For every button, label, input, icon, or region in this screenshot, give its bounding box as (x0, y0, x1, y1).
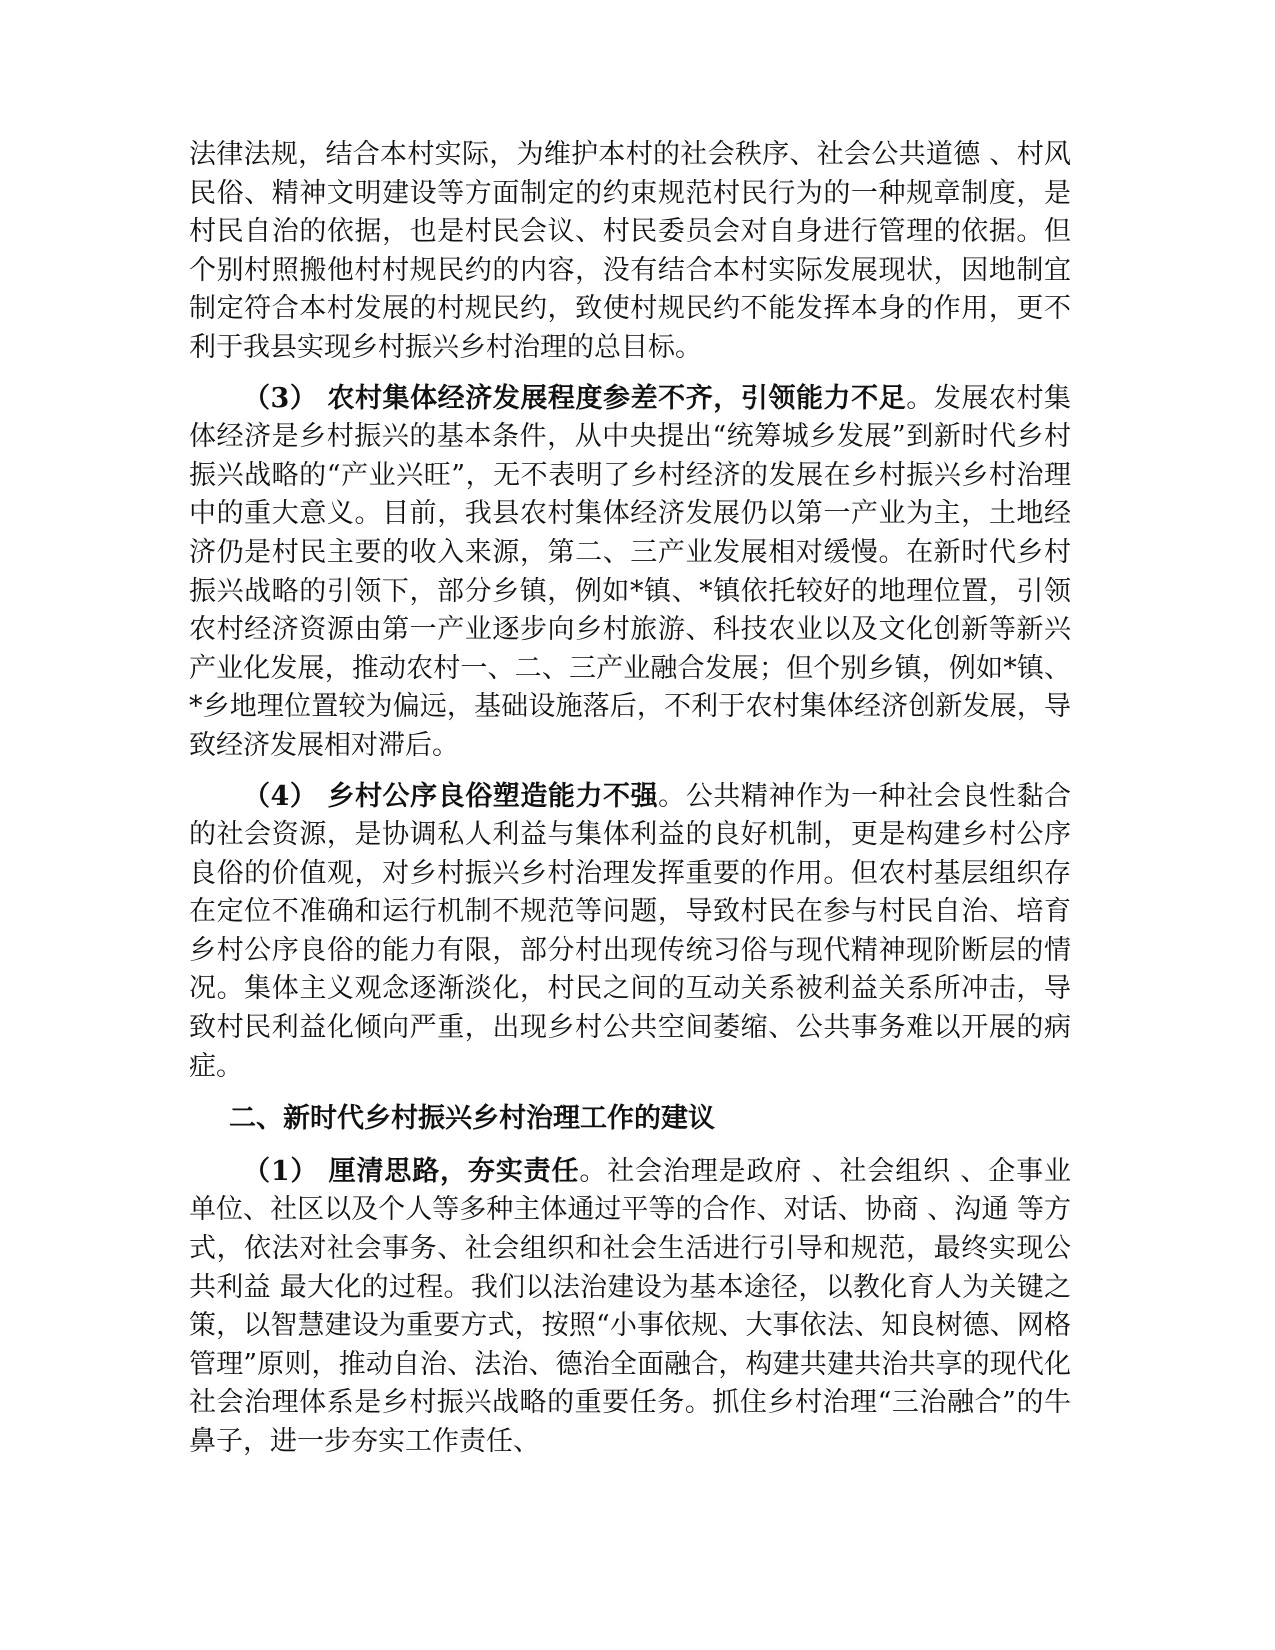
paragraph-collective-economy (189, 380, 1071, 766)
paragraph-body-3: 。发展农村集体经济是乡村振兴的基本条件，从中央提出“统筹城乡发展”到新时代乡村振兴战略的“产业兴旺”，无不表明了乡村经济的发展在乡村振兴乡村治理中的重大意义。目前，我县农村集体经济发展仍以第一产业为主，土地经济仍是村民主要的收入来源，第二、三产业发展相对缓慢。在新时代乡村振兴战略的引领下，部分乡镇，例如*镇、*镇依托较好的地理位置，引领农村经济资源由第一产业逐步向乡村旅游、科技农业以及文化创新等新兴产业化发展，推动农村一、二、三产业融合发展；但个别乡镇，例如*镇、*乡地理位置较为偏远，基础设施落后，不利于农村集体经济创新发展，导致经济发展相对滞后。 (189, 382, 1072, 761)
paragraph-village-rules: 法律法规，结合本村实际，为维护本村的社会秩序、社会公共道德 、村风民俗、精神文明建设等方面制定的约束规范村民行为的一种规章制度，是村民自治的依据，也是村民会议、村民委员会对自身进行管理的依据。但个别村照搬他村村规民约的内容，没有结合本村实际发展现状，因地制宜制定符合本村发展的村规民约，致使村规民约不能发挥本身的作用，更不利于我县实现乡村振兴乡村治理的总目标。 (189, 139, 1071, 363)
paragraph-body-4: 。公共精神作为一种社会良性黏合的社会资源，是协调私人利益与集体利益的良好机制，更是构建乡村公序良俗的价值观，对乡村振兴乡村治理发挥重要的作用。但农村基层组织存在定位不准确和运行机制不规范等问题，导致村民在参与村民自治、培育乡村公序良俗的能力有限，部分村出现传统习俗与现代精神现阶断层的情况。集体主义观念逐渐淡化，村民之间的互动关系被利益关系所冲击，导致村民利益化倾向严重，出现乡村公共空间萎缩、公共事务难以开展的病症。 (189, 780, 1072, 1082)
paragraph-public-order (189, 778, 1071, 1087)
paragraph-body-1: 。社会治理是政府 、社会组织 、企事业单位、社区以及个人等多种主体通过平等的合作、对话、协商 、沟通 等方式，依法对社会事务、社会组织和社会生活进行引导和规范，最终实现公共利益 最大化的过程。我们以法治建设为基本途径，以教化育人为关键之策，以智慧建设为重要方式，按照“小事依规、大事依法、知良树德、网格管理”原则，推动自治、法治、德治全面融合，构建共建共治共享的现代化社会治理体系是乡村振兴战略的重要任务。抓住乡村治理“三治融合”的牛鼻子，进一步夯实工作责任、 (189, 1155, 1071, 1457)
paragraph-clarify-ideas (189, 1153, 1071, 1462)
paragraph-lead-3: （3） 农村集体经济发展程度参差不齐，引领能力不足 (243, 382, 907, 414)
document-page (189, 136, 1071, 1474)
paragraph-lead-4: （4） 乡村公序良俗塑造能力不强 (243, 780, 659, 812)
section-heading-suggestions: 二、新时代乡村振兴乡村治理工作的建议 (229, 1103, 715, 1135)
paragraph-lead-1: （1） 厘清思路，夯实责任 (243, 1155, 580, 1187)
